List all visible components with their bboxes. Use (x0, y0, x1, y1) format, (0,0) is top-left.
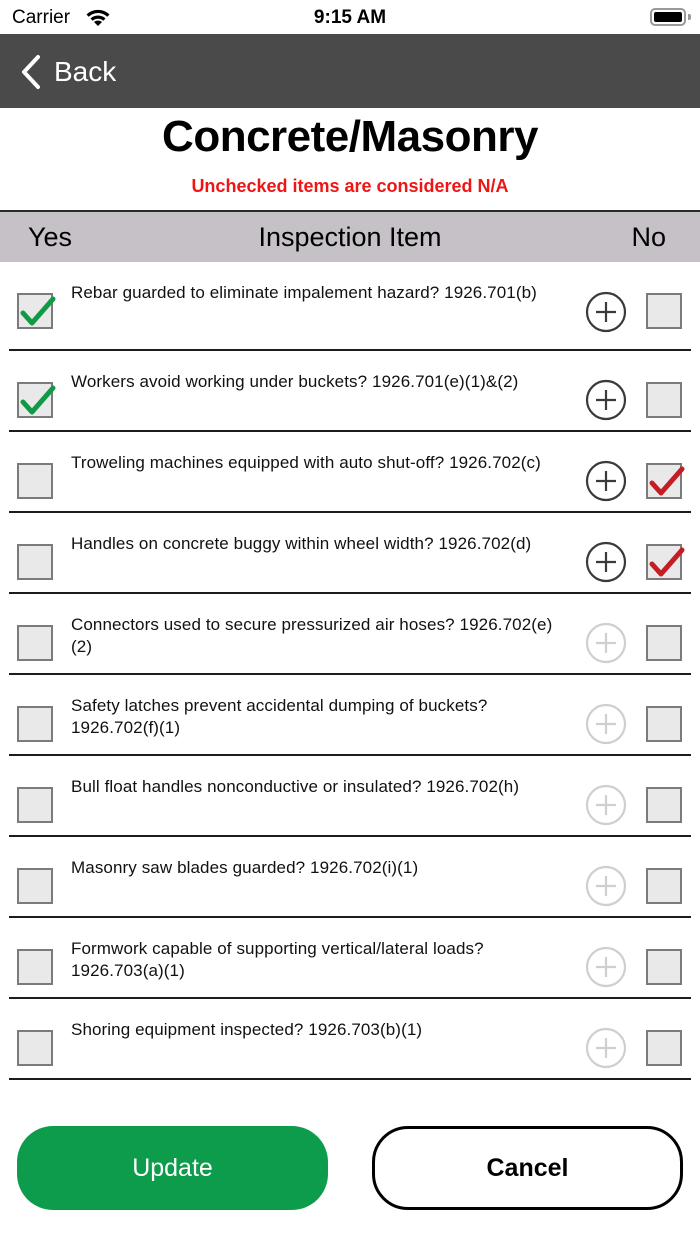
update-button[interactable]: Update (17, 1126, 328, 1210)
no-checkbox[interactable] (646, 706, 682, 742)
yes-checkbox[interactable] (17, 544, 53, 580)
carrier-label: Carrier (12, 7, 71, 28)
no-checkbox[interactable] (646, 463, 682, 499)
battery-icon (650, 8, 686, 26)
inspection-item-text: Troweling machines equipped with auto shut-off? 1926.702(c) (71, 453, 541, 472)
inspection-row (9, 432, 691, 513)
yes-checkbox[interactable] (17, 949, 53, 985)
inspection-item-text: Formwork capable of supporting vertical/lateral loads? 1926.703(a)(1) (71, 939, 484, 980)
inspection-row (9, 594, 691, 675)
back-label: Back (54, 56, 117, 87)
na-notice: Unchecked items are considered N/A (191, 176, 509, 196)
checkmark-icon (646, 542, 686, 582)
yes-checkbox[interactable] (17, 293, 53, 329)
no-checkbox[interactable] (646, 625, 682, 661)
add-note-plus-icon (585, 622, 627, 664)
battery-tip (688, 14, 691, 20)
header-no: No (631, 222, 666, 252)
inspection-item-text: Handles on concrete buggy within wheel width? 1926.702(d) (71, 534, 532, 553)
inspection-item-text: Shoring equipment inspected? 1926.703(b)(1) (71, 1020, 423, 1039)
no-checkbox[interactable] (646, 868, 682, 904)
yes-checkbox[interactable] (17, 463, 53, 499)
back-button[interactable] (18, 52, 116, 92)
add-note-plus-icon (585, 865, 627, 907)
inspection-row (9, 756, 691, 837)
header-inspection-item: Inspection Item (258, 222, 442, 252)
yes-checkbox[interactable] (17, 787, 53, 823)
no-checkbox[interactable] (646, 293, 682, 329)
add-note-plus-icon[interactable] (585, 379, 627, 421)
yes-checkbox[interactable] (17, 625, 53, 661)
add-note-plus-icon[interactable] (585, 460, 627, 502)
inspection-item-text: Masonry saw blades guarded? 1926.702(i)(1) (71, 858, 419, 877)
chevron-left-icon (18, 54, 44, 90)
footer (0, 1100, 700, 1244)
no-checkbox[interactable] (646, 544, 682, 580)
yes-checkbox[interactable] (17, 1030, 53, 1066)
add-note-plus-icon[interactable] (585, 291, 627, 333)
yes-checkbox[interactable] (17, 868, 53, 904)
add-note-plus-icon (585, 703, 627, 745)
add-note-plus-icon[interactable] (585, 541, 627, 583)
inspection-row (9, 918, 691, 999)
no-checkbox[interactable] (646, 382, 682, 418)
inspection-row (9, 262, 691, 351)
clock: 9:15 AM (313, 7, 387, 28)
inspection-row (9, 1080, 691, 1100)
checkmark-icon (646, 461, 686, 501)
inspection-item-text: Rebar guarded to eliminate impalement hazard? 1926.701(b) (71, 283, 537, 302)
inspection-row (9, 513, 691, 594)
yes-checkbox[interactable] (17, 706, 53, 742)
inspection-row (9, 675, 691, 756)
inspection-item-text: Safety latches prevent accidental dumping of buckets? 1926.702(f)(1) (71, 696, 488, 737)
inspection-row (9, 351, 691, 432)
inspection-row (9, 837, 691, 918)
inspection-row (9, 999, 691, 1080)
inspection-item-text: Workers avoid working under buckets? 1926.701(e)(1)&(2) (71, 372, 519, 391)
no-checkbox[interactable] (646, 1030, 682, 1066)
yes-checkbox[interactable] (17, 382, 53, 418)
page-title: Concrete/Masonry (162, 112, 538, 161)
cancel-button[interactable]: Cancel (372, 1126, 683, 1210)
table-header (0, 210, 700, 262)
inspection-item-text: Bull float handles nonconductive or insulated? 1926.702(h) (71, 777, 520, 796)
no-checkbox[interactable] (646, 949, 682, 985)
inspection-list[interactable] (0, 262, 700, 1100)
add-note-plus-icon (585, 946, 627, 988)
inspection-item-text: Connectors used to secure pressurized air hoses? 1926.702(e)(2) (71, 615, 553, 656)
checkmark-icon (17, 380, 57, 420)
navigation-bar (0, 34, 700, 108)
no-checkbox[interactable] (646, 787, 682, 823)
add-note-plus-icon (585, 784, 627, 826)
header-yes: Yes (28, 222, 73, 252)
add-note-plus-icon (585, 1027, 627, 1069)
status-bar (0, 0, 700, 34)
checkmark-icon (17, 291, 57, 331)
